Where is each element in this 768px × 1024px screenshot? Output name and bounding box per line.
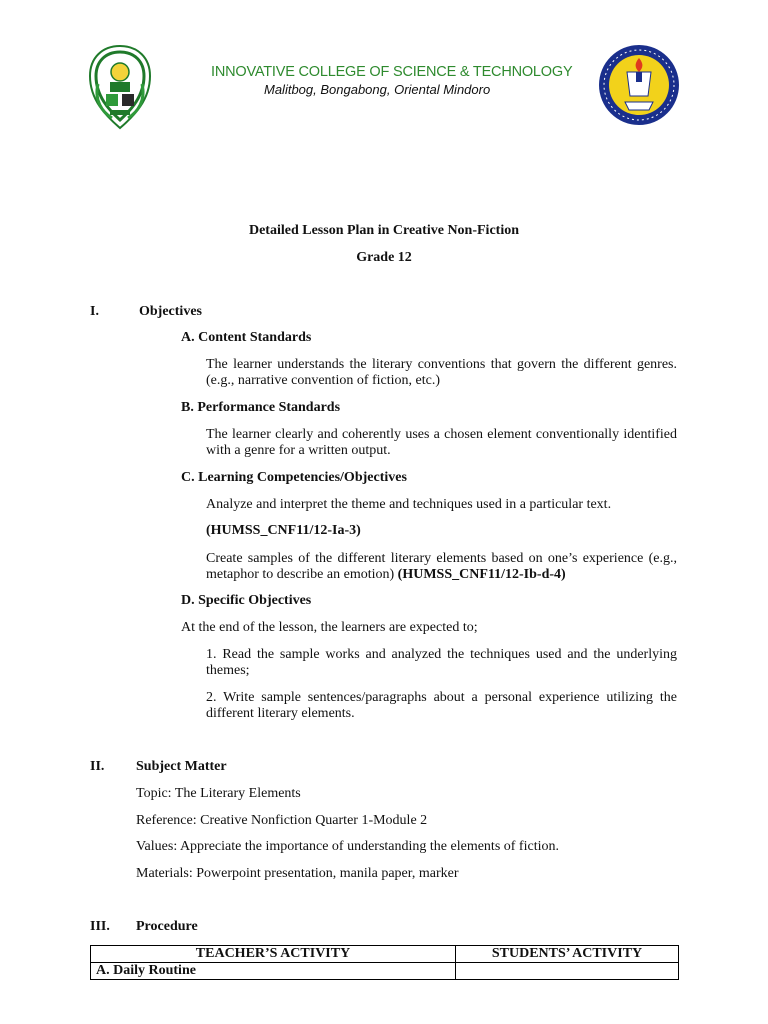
competency-1-code: (HUMSS_CNF11/12-Ia-3)	[206, 523, 361, 538]
section-2-numeral: II.	[90, 759, 105, 774]
table-row	[91, 963, 679, 980]
section-1-heading: Objectives	[139, 304, 202, 319]
lesson-plan-title: Detailed Lesson Plan in Creative Non-Fiction	[248, 223, 519, 238]
procedure-table	[90, 945, 679, 980]
department-seal-logo	[598, 44, 680, 126]
specific-objectives-heading: D. Specific Objectives	[181, 593, 312, 608]
grade-level: Grade 12	[356, 250, 412, 265]
specific-objectives-intro: At the end of the lesson, the learners are expected to;	[181, 620, 478, 635]
competency-1-text: Analyze and interpret the theme and techniques used in a particular text.	[206, 497, 612, 512]
competency-2	[206, 551, 677, 583]
table-header-row	[91, 946, 679, 963]
section-3-heading: Procedure	[136, 919, 198, 934]
topic-line: Topic: The Literary Elements	[136, 786, 301, 801]
content-standards-heading: A. Content Standards	[181, 330, 312, 345]
students-activity-header: STUDENTS’ ACTIVITY	[456, 946, 679, 963]
specific-objective-2: 2. Write sample sentences/paragraphs about a personal experience utilizing the different literary elements.	[206, 690, 677, 721]
section-2-heading: Subject Matter	[136, 759, 227, 774]
section-3-numeral: III.	[90, 919, 110, 934]
content-standards-text: The learner understands the literary conventions that govern the different genres. (e.g., narrative convention of fiction, etc.)	[206, 357, 677, 388]
performance-standards-heading: B. Performance Standards	[181, 400, 341, 415]
section-1-numeral: I.	[90, 304, 99, 319]
values-line: Values: Appreciate the importance of understanding the elements of fiction.	[136, 839, 559, 854]
reference-line: Reference: Creative Nonfiction Quarter 1-Module 2	[136, 813, 428, 828]
competency-2-code: (HUMSS_CNF11/12-Ib-d-4)	[397, 567, 566, 582]
competency-2-text: Create samples of the different literary elements based on one’s experience (e.g., metaphor to describe an emotion)	[206, 551, 677, 582]
specific-objective-1: 1. Read the sample works and analyzed the techniques used and the underlying themes;	[206, 647, 677, 678]
performance-standards-text: The learner clearly and coherently uses a chosen element conventionally identified with a genre for a written output.	[206, 427, 677, 458]
table-cell	[456, 963, 679, 980]
learning-competencies-heading: C. Learning Competencies/Objectives	[181, 470, 407, 485]
college-seal-logo	[88, 44, 152, 130]
school-address: Malitbog, Bongabong, Oriental Mindoro	[264, 82, 491, 97]
teacher-activity-header: TEACHER’S ACTIVITY	[91, 946, 456, 963]
school-name: INNOVATIVE COLLEGE OF SCIENCE & TECHNOLOGY	[211, 64, 573, 80]
table-cell: A. Daily Routine	[91, 963, 456, 980]
materials-line: Materials: Powerpoint presentation, manila paper, marker	[136, 866, 459, 881]
